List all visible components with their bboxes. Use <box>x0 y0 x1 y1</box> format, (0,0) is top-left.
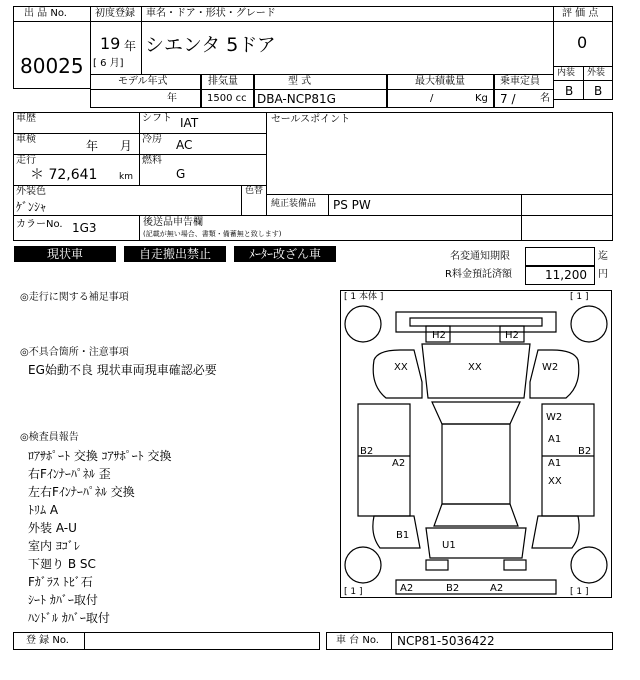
options-extra-cell <box>521 194 613 216</box>
recycle-label: R料金預託済額 <box>445 269 512 280</box>
diagram-corner-tl: [ 1 本体 ] <box>344 292 384 302</box>
first-reg-label: 初度登録 <box>95 8 135 19</box>
report-line: 右Fｲﾝﾅｰﾊﾟﾈﾙ 歪 <box>28 467 111 481</box>
color-no-label: カラーNo. <box>16 219 63 230</box>
wheel-rear-left <box>345 547 381 583</box>
reg-month: [ 6 月] <box>93 58 124 69</box>
spec-div-3 <box>386 74 388 108</box>
displacement: 1500 cc <box>207 93 247 104</box>
diagram-corner-tr: [ 1 ] <box>570 292 589 302</box>
docs-label: 後送品申告欄 <box>143 217 203 228</box>
spec-div-4 <box>493 74 495 108</box>
shift-value: IAT <box>180 116 199 130</box>
mark-b2-right: B2 <box>578 446 592 457</box>
front-bumper <box>396 312 556 332</box>
defects-heading: ◎不具合箇所・注意事項 <box>20 347 129 358</box>
ext-color-value: ｹﾞﾝｼｬ <box>16 200 47 214</box>
report-line: Fｶﾞﾗｽ ﾄﾋﾞ石 <box>28 575 93 589</box>
inspection-label: 車検 <box>16 134 36 145</box>
shift-label: シフト <box>142 113 172 124</box>
sales-point-label: セールスポイント <box>271 114 351 125</box>
mark-a1-a: A1 <box>548 434 562 445</box>
mark-b2-left: B2 <box>360 446 374 457</box>
report-line: ｼｰﾄ ｶﾊﾞｰ取付 <box>28 593 98 607</box>
lot-label: 出 品 No. <box>24 8 67 19</box>
options-label: 純正装備品 <box>271 199 317 209</box>
diagram-corner-br: [ 1 ] <box>570 587 589 597</box>
notice-value-cell <box>525 247 595 267</box>
fender-right <box>530 350 579 398</box>
color-no-value: 1G3 <box>72 221 97 235</box>
report-line: ﾊﾝﾄﾞﾙ ｶﾊﾞｰ取付 <box>28 611 110 625</box>
exterior-label: 外装 <box>587 68 606 78</box>
mark-w2-top: W2 <box>542 362 559 373</box>
model-year-unit: 年 <box>167 93 177 104</box>
docs-extra-cell <box>521 215 613 241</box>
mark-h2-right: H2 <box>505 330 519 341</box>
reg-year-unit: 年 <box>124 39 137 53</box>
fender-left <box>373 350 422 398</box>
interior-label: 内装 <box>557 68 576 78</box>
max-load-label: 最大積載量 <box>415 76 465 87</box>
taillight-right <box>504 560 526 570</box>
fuel-value: G <box>176 167 186 181</box>
car-diagram <box>340 290 612 598</box>
windshield <box>432 402 520 424</box>
spec-div-2 <box>253 74 255 108</box>
capacity-label: 乗車定員 <box>500 76 540 87</box>
report-line: 左右Fｲﾝﾅｰﾊﾟﾈﾙ 交換 <box>28 485 135 499</box>
mark-a2-rear-left: A2 <box>400 583 414 594</box>
report-line: 下廻り B SC <box>28 557 96 571</box>
mark-b1: B1 <box>396 530 410 541</box>
max-load-sep: / <box>430 93 434 104</box>
interior-grade: B <box>565 84 574 98</box>
mark-a2-side: A2 <box>392 458 406 469</box>
car-name: シエンタ 5ドア <box>145 34 276 56</box>
roof <box>442 424 510 504</box>
history-label: 車歴 <box>16 113 36 124</box>
mark-u1: U1 <box>442 540 456 551</box>
mileage-label: 走行 <box>16 155 36 166</box>
score-label: 評 価 点 <box>562 8 599 19</box>
recycle-value: 11,200 <box>545 268 587 282</box>
color-change-label: 色替 <box>245 186 264 196</box>
mark-b2-rear: B2 <box>446 583 460 594</box>
lot-number: 80025 <box>20 54 84 78</box>
aircon-value: AC <box>176 138 193 152</box>
wheel-front-right <box>571 306 607 342</box>
type-label: 型 式 <box>288 76 312 87</box>
driving-notes-heading: ◎走行に関する補足事項 <box>20 292 129 303</box>
report-line: ﾄﾘﾑ A <box>28 503 59 517</box>
displacement-label: 排気量 <box>208 76 238 87</box>
wheel-rear-right <box>571 547 607 583</box>
type-value: DBA-NCP81G <box>257 92 336 106</box>
mileage-unit: km <box>119 172 133 182</box>
report-line: 外装 A-U <box>28 521 77 535</box>
mark-a2-rear-right: A2 <box>490 583 504 594</box>
notice-unit: 迄 <box>598 251 608 262</box>
spec-div-1 <box>200 74 202 108</box>
mark-h2-left: H2 <box>432 330 446 341</box>
mark-xx-left: XX <box>394 362 408 373</box>
rear-bumper <box>396 580 556 594</box>
status-bar-meter-tampered: ﾒｰﾀｰ改ざん車 <box>234 246 336 262</box>
mark-xx-side: XX <box>548 476 562 487</box>
wheel-front-left <box>345 306 381 342</box>
docs-note: (記載が無い場合、書類・備蓄無と致します) <box>143 230 282 238</box>
status-bar-no-self-drive: 自走搬出禁止 <box>124 246 226 262</box>
reg-no-label: 登 録 No. <box>26 635 69 646</box>
recycle-unit: 円 <box>598 269 608 280</box>
front-bumper-inner <box>410 318 542 326</box>
reg-year: 19 <box>100 34 121 53</box>
report-line: ﾛｱｻﾎﾟｰﾄ 交換 ｺｱｻﾎﾟｰﾄ 交換 <box>28 449 172 463</box>
max-load-unit: Kg <box>475 93 488 104</box>
chassis-label: 車 台 No. <box>336 635 379 646</box>
exterior-grade: B <box>594 84 603 98</box>
model-year-label: モデル年式 <box>118 76 168 87</box>
rear-quarter-right <box>532 516 579 548</box>
fuel-label: 燃料 <box>142 155 162 166</box>
name-label: 車名・ドア・形状・グレード <box>146 8 276 19</box>
rear-window <box>434 504 518 526</box>
diagram-corner-bl: [ 1 ] <box>344 587 363 597</box>
tailgate <box>426 528 526 558</box>
options-value: PS PW <box>333 198 371 212</box>
mileage-value: ＊ 72,641 <box>30 167 98 183</box>
reg-no-value-cell <box>84 632 320 650</box>
mark-a1-b: A1 <box>548 458 562 469</box>
status-bar-as-is: 現状車 <box>14 246 116 262</box>
capacity: 7 / <box>500 92 516 106</box>
report-line: 室内 ﾖｺﾞﾚ <box>28 539 80 553</box>
inspection-value: 年 月 <box>86 139 132 153</box>
inspector-heading: ◎検査員報告 <box>20 432 79 443</box>
aircon-label: 冷房 <box>142 134 162 145</box>
mark-xx-center: XX <box>468 362 482 373</box>
defects-text: EG始動不良 現状車両現車確認必要 <box>28 363 217 377</box>
notice-label: 名変通知期限 <box>450 251 510 262</box>
ext-color-cell <box>13 185 242 216</box>
mark-w2-side: W2 <box>546 412 563 423</box>
score: 0 <box>577 33 588 52</box>
ext-color-label: 外装色 <box>16 186 46 197</box>
capacity-unit: 名 <box>540 93 550 104</box>
chassis-value: NCP81-5036422 <box>397 634 495 648</box>
inspector-report-list <box>28 447 171 627</box>
taillight-left <box>426 560 448 570</box>
